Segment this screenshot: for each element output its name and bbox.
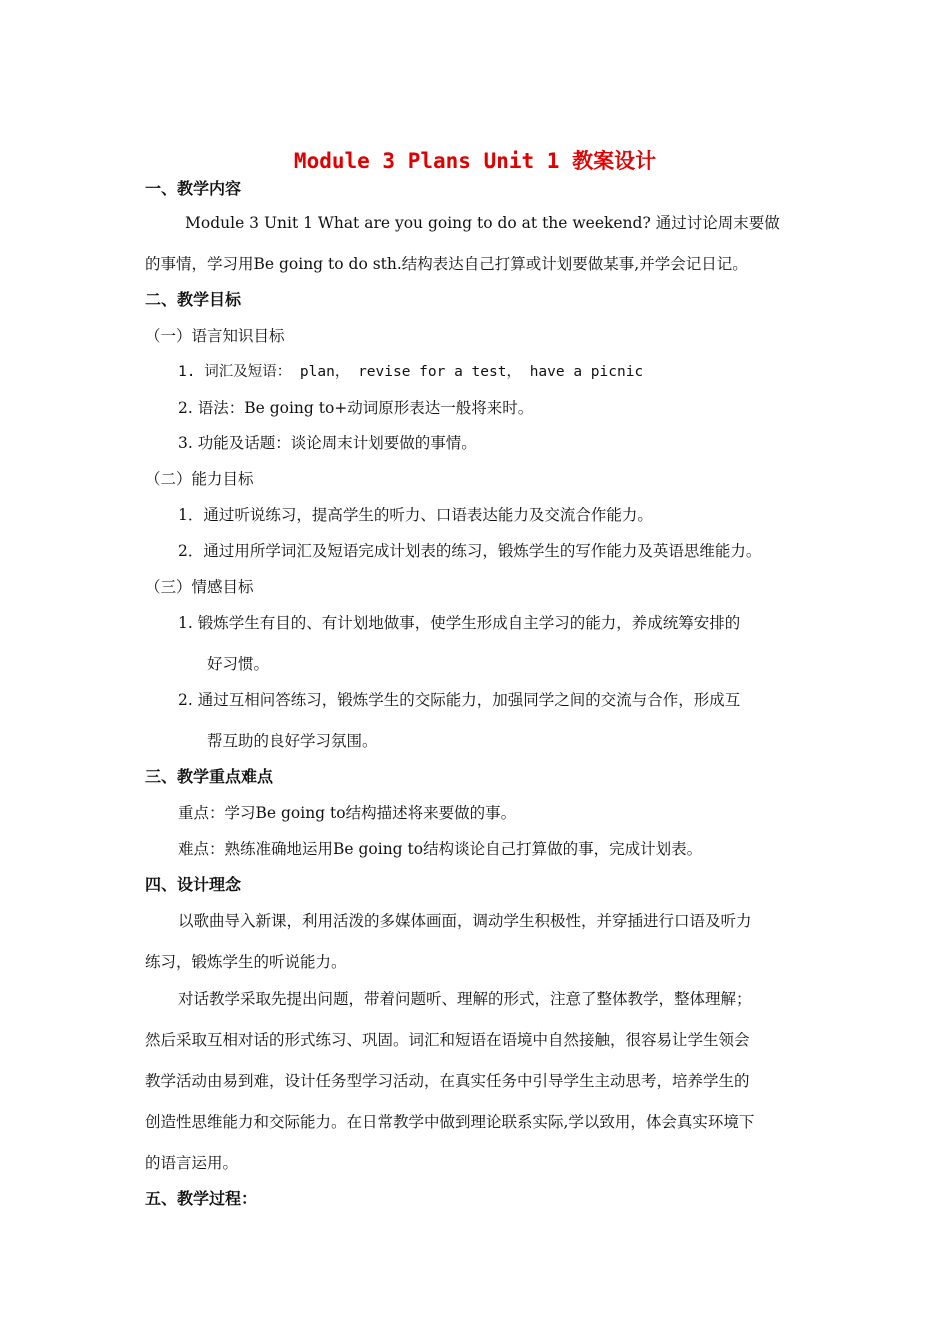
content-line-1: Module 3 Unit 1 What are you going to do at the weekend? 通过讨论周末要做 xyxy=(185,214,780,232)
emotion-item-2-line-2: 帮互助的良好学习氛围。 xyxy=(207,732,378,750)
concept-paragraph-2-line-3: 教学活动由易到难，设计任务型学习活动，在真实任务中引导学生主动思考，培养学生的 xyxy=(145,1072,750,1090)
document-title: Module 3 Plans Unit 1 教案设计 xyxy=(293,149,657,173)
emotion-item-2-line-1: 2. 通过互相问答练习，锻炼学生的交际能力，加强同学之间的交流与合作，形成互 xyxy=(178,691,741,709)
goals-heading: 二、教学目标 xyxy=(145,290,242,309)
language-item-1: 1. 词汇及短语： plan， revise for a test， have a picnic xyxy=(178,364,644,380)
difficult-point: 难点：熟练准确地运用Be going to结构谈论自己打算做的事，完成计划表。 xyxy=(178,840,703,858)
content-heading: 一、教学内容 xyxy=(145,179,242,198)
concept-paragraph-1-line-1: 以歌曲导入新课，利用活泼的多媒体画面，调动学生积极性，并穿插进行口语及听力 xyxy=(178,912,752,930)
language-item-2: 2. 语法：Be going to+动词原形表达一般将来时。 xyxy=(178,399,534,417)
content-line-2: 的事情，学习用Be going to do sth.结构表达自己打算或计划要做某事,并学会记日记。 xyxy=(145,255,748,273)
concept-heading: 四、设计理念 xyxy=(145,875,242,894)
concept-paragraph-2-line-5: 的语言运用。 xyxy=(145,1154,239,1172)
language-goals-heading: （一）语言知识目标 xyxy=(145,327,285,345)
emotion-goals-heading: （三）情感目标 xyxy=(145,578,254,596)
ability-goals-heading: （二）能力目标 xyxy=(145,470,254,488)
concept-paragraph-2-line-2: 然后采取互相对话的形式练习、巩固。词汇和短语在语境中自然接触，很容易让学生领会 xyxy=(145,1031,750,1049)
concept-paragraph-1-line-2: 练习，锻炼学生的听说能力。 xyxy=(145,953,347,971)
process-heading: 五、教学过程： xyxy=(145,1189,258,1208)
ability-item-1: 1．通过听说练习，提高学生的听力、口语表达能力及交流合作能力。 xyxy=(178,506,653,524)
concept-paragraph-2-line-1: 对话教学采取先提出问题，带着问题听、理解的形式，注意了整体教学，整体理解； xyxy=(178,990,752,1008)
concept-paragraph-2-line-4: 创造性思维能力和交际能力。在日常教学中做到理论联系实际,学以致用，体会真实环境下 xyxy=(145,1113,755,1131)
key-point: 重点：学习Be going to结构描述将来要做的事。 xyxy=(178,804,517,822)
emotion-item-1-line-1: 1. 锻炼学生有目的、有计划地做事，使学生形成自主学习的能力，养成统筹安排的 xyxy=(178,614,741,632)
language-item-3: 3. 功能及话题：谈论周末计划要做的事情。 xyxy=(178,434,477,452)
key-points-heading: 三、教学重点难点 xyxy=(145,767,274,786)
ability-item-2: 2．通过用所学词汇及短语完成计划表的练习，锻炼学生的写作能力及英语思维能力。 xyxy=(178,542,762,560)
emotion-item-1-line-2: 好习惯。 xyxy=(207,655,270,673)
